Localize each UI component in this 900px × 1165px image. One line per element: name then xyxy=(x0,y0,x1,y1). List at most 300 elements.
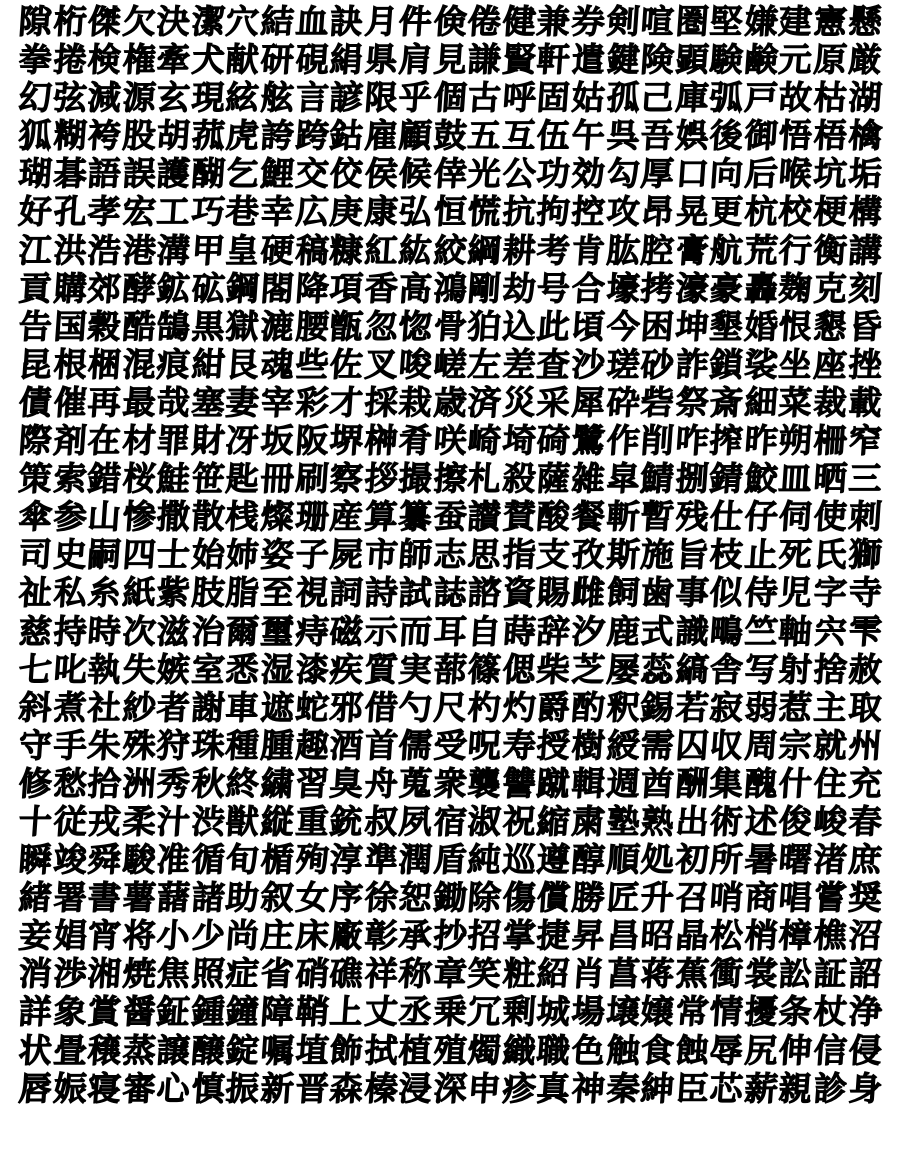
kanji-glyph: 殉 xyxy=(293,840,330,880)
kanji-glyph: 惚 xyxy=(397,306,434,346)
kanji-glyph: 倹 xyxy=(432,2,468,41)
kanji-glyph: 資 xyxy=(501,573,538,613)
kanji-glyph: 檎 xyxy=(846,116,883,156)
kanji-glyph: 娠 xyxy=(52,1068,88,1108)
kanji-glyph: 召 xyxy=(674,878,710,918)
kanji-glyph: 恒 xyxy=(432,192,468,232)
kanji-glyph: 傑 xyxy=(86,2,123,41)
kanji-glyph: 藷 xyxy=(155,878,192,918)
kanji-glyph: 止 xyxy=(743,535,779,575)
kanji-glyph: 効 xyxy=(570,154,607,194)
kanji-glyph: 今 xyxy=(605,306,641,346)
kanji-glyph: 孔 xyxy=(52,192,88,232)
kanji-glyph: 小 xyxy=(155,916,192,956)
kanji-glyph: 受 xyxy=(432,725,468,765)
kanji-glyph: 宵 xyxy=(86,916,123,956)
kanji-glyph: 梧 xyxy=(812,116,849,156)
kanji-glyph: 察 xyxy=(328,459,365,499)
kanji-glyph: 爵 xyxy=(535,687,572,727)
kanji-glyph: 袴 xyxy=(86,116,123,156)
kanji-glyph: 辞 xyxy=(535,611,572,651)
kanji-glyph: 症 xyxy=(224,954,261,994)
kanji-glyph: 肱 xyxy=(605,230,641,270)
kanji-glyph: 伸 xyxy=(777,1030,814,1070)
kanji-glyph: 昌 xyxy=(605,916,641,956)
kanji-glyph: 済 xyxy=(466,382,503,422)
kanji-glyph: 獄 xyxy=(224,306,261,346)
kanji-glyph: 香 xyxy=(363,268,399,308)
glyph-row xyxy=(18,574,882,612)
kanji-glyph: 峻 xyxy=(812,801,849,841)
kanji-glyph: 助 xyxy=(224,878,261,918)
kanji-glyph: 跨 xyxy=(293,116,330,156)
kanji-glyph: 釈 xyxy=(605,687,641,727)
kanji-glyph: 纂 xyxy=(397,497,434,537)
kanji-glyph: 黒 xyxy=(190,306,226,346)
kanji-glyph: 獅 xyxy=(846,535,883,575)
kanji-glyph: 自 xyxy=(466,611,503,651)
kanji-glyph: 鋼 xyxy=(224,268,261,308)
kanji-glyph: 捨 xyxy=(812,649,849,689)
kanji-glyph: 汁 xyxy=(155,801,192,841)
kanji-glyph: 少 xyxy=(190,916,226,956)
kanji-glyph: 循 xyxy=(190,840,226,880)
kanji-glyph: 省 xyxy=(259,954,296,994)
glyph-row xyxy=(18,689,882,727)
kanji-glyph: 梢 xyxy=(743,916,779,956)
kanji-glyph: 擦 xyxy=(432,459,468,499)
kanji-glyph: 傷 xyxy=(501,878,538,918)
kanji-glyph: 壌 xyxy=(605,992,641,1032)
kanji-glyph: 鯖 xyxy=(639,459,676,499)
kanji-glyph: 蹴 xyxy=(535,763,572,803)
kanji-glyph: 杓 xyxy=(466,687,503,727)
kanji-glyph: 謝 xyxy=(190,687,226,727)
kanji-glyph: 倦 xyxy=(466,2,503,41)
kanji-glyph: 勾 xyxy=(605,154,641,194)
kanji-glyph: 庶 xyxy=(846,840,883,880)
kanji-glyph: 柵 xyxy=(812,421,849,461)
kanji-glyph: 殊 xyxy=(121,725,157,765)
kanji-glyph: 志 xyxy=(432,535,468,575)
kanji-glyph: 向 xyxy=(708,154,745,194)
kanji-glyph: 孜 xyxy=(570,535,607,575)
kanji-glyph: 坑 xyxy=(812,154,849,194)
kanji-glyph: 惹 xyxy=(777,687,814,727)
kanji-glyph: 浩 xyxy=(86,230,123,270)
kanji-glyph: 支 xyxy=(535,535,572,575)
kanji-glyph: 示 xyxy=(363,611,399,651)
kanji-glyph: 購 xyxy=(52,268,88,308)
kanji-glyph: 郊 xyxy=(86,268,123,308)
kanji-glyph: 宰 xyxy=(259,382,296,422)
kanji-glyph: 実 xyxy=(397,649,434,689)
kanji-glyph: 署 xyxy=(52,878,88,918)
kanji-glyph: 尻 xyxy=(743,1030,779,1070)
kanji-glyph: 現 xyxy=(190,78,226,118)
kanji-glyph: 胡 xyxy=(155,116,192,156)
kanji-glyph: 砦 xyxy=(639,382,676,422)
kanji-glyph: 鉦 xyxy=(155,992,192,1032)
kanji-glyph: 古 xyxy=(466,78,503,118)
kanji-glyph: 宗 xyxy=(777,725,814,765)
kanji-glyph: 信 xyxy=(812,1030,849,1070)
kanji-glyph: 見 xyxy=(432,40,468,80)
kanji-glyph: 神 xyxy=(570,1068,607,1108)
kanji-glyph: 侯 xyxy=(363,154,399,194)
kanji-glyph: 御 xyxy=(743,116,779,156)
kanji-glyph: 痕 xyxy=(155,344,192,384)
kanji-glyph: 叔 xyxy=(363,801,399,841)
kanji-glyph: 甑 xyxy=(328,306,365,346)
kanji-glyph: 候 xyxy=(397,154,434,194)
kanji-glyph: 秀 xyxy=(155,763,192,803)
kanji-glyph: 祝 xyxy=(501,801,538,841)
kanji-glyph: 象 xyxy=(52,992,88,1032)
kanji-glyph: 訟 xyxy=(777,954,814,994)
kanji-glyph: 餐 xyxy=(570,497,607,537)
kanji-glyph: 穴 xyxy=(224,2,261,41)
kanji-glyph: 抄 xyxy=(432,916,468,956)
kanji-glyph: 晋 xyxy=(293,1068,330,1108)
kanji-glyph: 住 xyxy=(812,763,849,803)
kanji-glyph: 盾 xyxy=(432,840,468,880)
kanji-glyph: 栽 xyxy=(397,382,434,422)
glyph-row xyxy=(18,3,882,41)
kanji-glyph: 床 xyxy=(293,916,330,956)
kanji-glyph: 従 xyxy=(52,801,88,841)
kanji-glyph: 旨 xyxy=(674,535,710,575)
kanji-glyph: 肯 xyxy=(570,230,607,270)
kanji-glyph: 細 xyxy=(743,382,779,422)
kanji-glyph: 裟 xyxy=(743,344,779,384)
kanji-glyph: 死 xyxy=(777,535,814,575)
kanji-glyph: 最 xyxy=(121,382,157,422)
kanji-glyph: 姿 xyxy=(259,535,296,575)
kanji-glyph: 蕊 xyxy=(639,649,676,689)
kanji-glyph: 原 xyxy=(812,40,849,80)
kanji-glyph: 雑 xyxy=(570,459,607,499)
kanji-glyph: 司 xyxy=(17,535,54,575)
kanji-glyph: 蔀 xyxy=(432,649,468,689)
kanji-glyph: 桁 xyxy=(52,2,88,41)
kanji-glyph: 主 xyxy=(812,687,849,727)
kanji-glyph: 至 xyxy=(259,573,296,613)
kanji-glyph: 載 xyxy=(846,382,883,422)
kanji-glyph: 鍾 xyxy=(190,992,226,1032)
kanji-glyph: 佐 xyxy=(328,344,365,384)
kanji-glyph: 伍 xyxy=(535,116,572,156)
kanji-glyph: 蕉 xyxy=(674,954,710,994)
kanji-glyph: 狐 xyxy=(17,116,54,156)
kanji-glyph: 雇 xyxy=(363,116,399,156)
kanji-glyph: 行 xyxy=(777,230,814,270)
kanji-glyph: 阪 xyxy=(293,421,330,461)
kanji-glyph: 窄 xyxy=(846,421,883,461)
kanji-glyph: 煮 xyxy=(52,687,88,727)
kanji-glyph: 瑳 xyxy=(605,344,641,384)
kanji-glyph: 楯 xyxy=(259,840,296,880)
kanji-glyph: 緒 xyxy=(17,878,54,918)
kanji-glyph: 壕 xyxy=(605,268,641,308)
kanji-glyph: 収 xyxy=(708,725,745,765)
kanji-glyph: 爾 xyxy=(224,611,261,651)
kanji-glyph: 篠 xyxy=(466,649,503,689)
kanji-glyph: 士 xyxy=(155,535,192,575)
kanji-glyph: 昂 xyxy=(639,192,676,232)
kanji-glyph: 撒 xyxy=(155,497,192,537)
kanji-glyph: 辱 xyxy=(708,1030,745,1070)
kanji-glyph: 検 xyxy=(86,40,123,80)
kanji-glyph: 舟 xyxy=(363,763,399,803)
kanji-glyph: 七 xyxy=(17,649,54,689)
kanji-glyph: 罪 xyxy=(155,421,192,461)
kanji-glyph: 根 xyxy=(52,344,88,384)
kanji-glyph: 宿 xyxy=(432,801,468,841)
kanji-glyph: 枯 xyxy=(812,78,849,118)
kanji-glyph: 飼 xyxy=(605,573,641,613)
kanji-glyph: 汐 xyxy=(570,611,607,651)
kanji-glyph: 己 xyxy=(639,78,676,118)
glyph-row xyxy=(18,651,882,689)
kanji-glyph: 諮 xyxy=(466,573,503,613)
glyph-row xyxy=(18,879,882,917)
kanji-glyph: 困 xyxy=(639,306,676,346)
kanji-glyph: 習 xyxy=(293,763,330,803)
kanji-glyph: 痔 xyxy=(293,611,330,651)
glyph-row xyxy=(18,41,882,79)
kanji-glyph: 嫉 xyxy=(155,649,192,689)
kanji-glyph: 号 xyxy=(535,268,572,308)
kanji-glyph: 蒐 xyxy=(397,763,434,803)
kanji-glyph: 紫 xyxy=(155,573,192,613)
kanji-glyph: 唇 xyxy=(17,1068,54,1108)
kanji-glyph: 庚 xyxy=(328,192,365,232)
kanji-glyph: 潔 xyxy=(190,2,226,41)
kanji-glyph: 献 xyxy=(224,40,261,80)
kanji-glyph: 錆 xyxy=(708,459,745,499)
kanji-glyph: 蝕 xyxy=(674,1030,710,1070)
kanji-glyph: 妻 xyxy=(224,382,261,422)
kanji-glyph: 廠 xyxy=(328,916,365,956)
kanji-glyph: 唆 xyxy=(397,344,434,384)
kanji-glyph: 城 xyxy=(535,992,572,1032)
kanji-glyph: 冗 xyxy=(466,992,503,1032)
kanji-glyph: 渚 xyxy=(812,840,849,880)
kanji-glyph: 降 xyxy=(293,268,330,308)
kanji-glyph: 訣 xyxy=(328,2,365,41)
kanji-glyph: 晶 xyxy=(674,916,710,956)
kanji-glyph: 酵 xyxy=(121,268,157,308)
kanji-glyph: 寺 xyxy=(846,573,883,613)
kanji-glyph: 識 xyxy=(674,611,710,651)
kanji-glyph: 紅 xyxy=(363,230,399,270)
kanji-glyph: 冊 xyxy=(259,459,296,499)
kanji-glyph: 雫 xyxy=(846,611,883,651)
kanji-glyph: 搾 xyxy=(708,421,745,461)
kanji-glyph: 考 xyxy=(535,230,572,270)
kanji-glyph: 心 xyxy=(155,1068,192,1108)
kanji-glyph: 鮭 xyxy=(155,459,192,499)
kanji-glyph: 坂 xyxy=(259,421,296,461)
kanji-glyph: 皇 xyxy=(224,230,261,270)
kanji-glyph: 賜 xyxy=(535,573,572,613)
kanji-glyph: 慈 xyxy=(17,611,54,651)
glyph-row xyxy=(18,1070,882,1108)
kanji-glyph: 更 xyxy=(708,192,745,232)
glyph-row xyxy=(18,308,882,346)
kanji-glyph: 玄 xyxy=(155,78,192,118)
kanji-glyph: 写 xyxy=(743,649,779,689)
kanji-glyph: 上 xyxy=(328,992,365,1032)
kanji-glyph: 洲 xyxy=(121,763,157,803)
kanji-glyph: 璽 xyxy=(259,611,296,651)
kanji-glyph: 傘 xyxy=(17,497,54,537)
kanji-glyph: 戎 xyxy=(86,801,123,841)
kanji-glyph: 柴 xyxy=(535,649,572,689)
kanji-glyph: 後 xyxy=(708,116,745,156)
kanji-glyph: 挫 xyxy=(846,344,883,384)
kanji-glyph: 高 xyxy=(397,268,434,308)
kanji-glyph: 港 xyxy=(121,230,157,270)
kanji-glyph: 催 xyxy=(52,382,88,422)
kanji-glyph: 賢 xyxy=(501,40,538,80)
kanji-glyph: 治 xyxy=(190,611,226,651)
kanji-glyph: 欠 xyxy=(121,2,157,41)
kanji-glyph: 秦 xyxy=(605,1068,641,1108)
kanji-glyph: 昭 xyxy=(639,916,676,956)
kanji-glyph: 准 xyxy=(155,840,192,880)
kanji-glyph: 狛 xyxy=(466,306,503,346)
kanji-glyph: 耳 xyxy=(432,611,468,651)
kanji-glyph: 昨 xyxy=(743,421,779,461)
kanji-glyph: 杭 xyxy=(743,192,779,232)
kanji-glyph: 雌 xyxy=(570,573,607,613)
kanji-glyph: 持 xyxy=(52,611,88,651)
glyph-row xyxy=(18,727,882,765)
kanji-glyph: 再 xyxy=(86,382,123,422)
kanji-glyph: 国 xyxy=(52,306,88,346)
kanji-glyph: 守 xyxy=(17,725,54,765)
kanji-glyph: 左 xyxy=(466,344,503,384)
kanji-glyph: 絃 xyxy=(224,78,261,118)
kanji-glyph: 旬 xyxy=(224,840,261,880)
glyph-row xyxy=(18,765,882,803)
kanji-glyph: 山 xyxy=(86,497,123,537)
kanji-glyph: 丈 xyxy=(363,992,399,1032)
kanji-glyph: 珠 xyxy=(190,725,226,765)
kanji-glyph: 斬 xyxy=(605,497,641,537)
kanji-glyph: 擾 xyxy=(743,992,779,1032)
kanji-glyph: 糊 xyxy=(52,116,88,156)
kanji-glyph: 松 xyxy=(708,916,745,956)
kanji-glyph: 試 xyxy=(397,573,434,613)
kanji-glyph: 粛 xyxy=(570,801,607,841)
kanji-glyph: 昇 xyxy=(570,916,607,956)
kanji-glyph: 項 xyxy=(328,268,365,308)
glyph-row xyxy=(18,460,882,498)
kanji-glyph: 梱 xyxy=(86,344,123,384)
kanji-glyph: 仔 xyxy=(743,497,779,537)
glyph-row xyxy=(18,117,882,155)
kanji-glyph: 周 xyxy=(743,725,779,765)
kanji-glyph: 師 xyxy=(397,535,434,575)
kanji-glyph: 祉 xyxy=(17,573,54,613)
kanji-glyph: 鷺 xyxy=(570,421,607,461)
kanji-glyph: 斜 xyxy=(17,687,54,727)
kanji-glyph: 肴 xyxy=(397,421,434,461)
kanji-glyph: 焦 xyxy=(155,954,192,994)
kanji-glyph: 交 xyxy=(293,154,330,194)
kanji-glyph: 査 xyxy=(535,344,572,384)
kanji-glyph: 垢 xyxy=(846,154,883,194)
kanji-glyph: 灼 xyxy=(501,687,538,727)
glyph-row xyxy=(18,917,882,955)
kanji-glyph: 湿 xyxy=(259,649,296,689)
kanji-glyph: 杖 xyxy=(812,992,849,1032)
kanji-glyph: 詔 xyxy=(846,954,883,994)
kanji-glyph: 験 xyxy=(708,40,745,80)
kanji-glyph: 吾 xyxy=(639,116,676,156)
kanji-glyph: 授 xyxy=(535,725,572,765)
kanji-glyph: 拳 xyxy=(17,40,54,80)
kanji-glyph: 執 xyxy=(86,649,123,689)
kanji-glyph: 薩 xyxy=(535,459,572,499)
kanji-glyph: 愁 xyxy=(52,763,88,803)
kanji-glyph: 硬 xyxy=(259,230,296,270)
kanji-glyph: 事 xyxy=(674,573,710,613)
kanji-glyph: 叙 xyxy=(259,878,296,918)
kanji-glyph: 榛 xyxy=(363,1068,399,1108)
kanji-glyph: 臣 xyxy=(674,1068,710,1108)
kanji-glyph: 庄 xyxy=(259,916,296,956)
kanji-glyph: 酷 xyxy=(121,306,157,346)
kanji-glyph: 堺 xyxy=(328,421,365,461)
kanji-glyph: 桟 xyxy=(224,497,261,537)
kanji-glyph: 植 xyxy=(397,1030,434,1070)
kanji-glyph: 称 xyxy=(397,954,434,994)
kanji-glyph: 穀 xyxy=(86,306,123,346)
kanji-glyph: 舜 xyxy=(86,840,123,880)
kanji-glyph: 十 xyxy=(17,801,54,841)
kanji-glyph: 砕 xyxy=(605,382,641,422)
kanji-glyph: 失 xyxy=(121,649,157,689)
kanji-glyph: 淳 xyxy=(328,840,365,880)
kanji-glyph: 焼 xyxy=(121,954,157,994)
kanji-glyph: 湖 xyxy=(846,78,883,118)
kanji-glyph: 伺 xyxy=(777,497,814,537)
kanji-glyph: 弘 xyxy=(397,192,434,232)
kanji-glyph: 竣 xyxy=(52,840,88,880)
kanji-glyph: 砂 xyxy=(639,344,676,384)
kanji-glyph: 史 xyxy=(52,535,88,575)
kanji-glyph: 遵 xyxy=(535,840,572,880)
kanji-glyph: 材 xyxy=(121,421,157,461)
kanji-glyph: 捌 xyxy=(674,459,710,499)
kanji-glyph: 構 xyxy=(846,192,883,232)
kanji-glyph: 裁 xyxy=(812,382,849,422)
kanji-glyph: 歯 xyxy=(639,573,676,613)
kanji-glyph: 宏 xyxy=(121,192,157,232)
kanji-glyph: 嫌 xyxy=(743,2,779,41)
kanji-glyph: 甲 xyxy=(190,230,226,270)
kanji-glyph: 穣 xyxy=(86,1030,123,1070)
kanji-glyph: 元 xyxy=(777,40,814,80)
kanji-glyph: 芯 xyxy=(708,1068,745,1108)
kanji-glyph: 哨 xyxy=(708,878,745,918)
kanji-glyph: 告 xyxy=(17,306,54,346)
kanji-glyph: 借 xyxy=(363,687,399,727)
